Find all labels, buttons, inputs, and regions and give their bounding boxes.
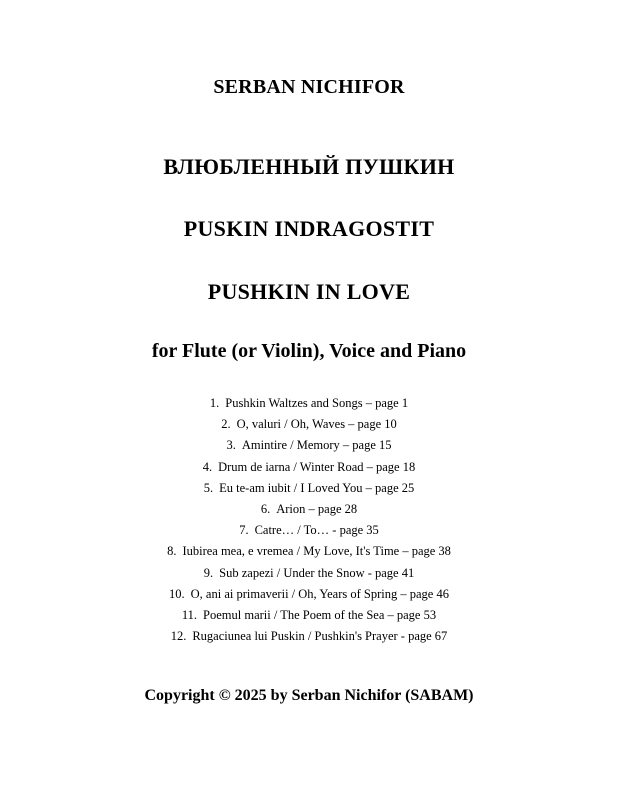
title-romanian: PUSKIN INDRAGOSTIT <box>183 216 435 241</box>
toc-item-text: Drum de iarna / Winter Road – page 18 <box>218 459 416 474</box>
toc-item <box>0 626 618 647</box>
toc-item <box>0 478 618 499</box>
toc-item <box>0 541 618 562</box>
title-english: PUSHKIN IN LOVE <box>207 279 411 304</box>
toc-item-number: 1. <box>209 396 220 410</box>
copyright-notice: Copyright © 2025 by Serban Nichifor (SABAM) <box>144 687 474 704</box>
toc-item-number: 7. <box>239 523 249 538</box>
title-russian: ВЛЮБЛЕННЫЙ ПУШКИН <box>163 154 455 179</box>
toc-item-number: 4. <box>202 459 213 474</box>
toc-item-number: 5. <box>203 480 214 495</box>
toc-item-number: 2. <box>221 417 231 432</box>
toc-item-number: 3. <box>226 438 236 453</box>
toc-item-number: 8. <box>167 544 177 559</box>
toc-item <box>0 414 618 435</box>
toc-item <box>0 393 618 414</box>
instrumentation: for Flute (or Violin), Voice and Piano <box>151 340 467 362</box>
toc-item-number: 6. <box>260 502 271 517</box>
toc-item <box>0 457 618 478</box>
table-of-contents <box>0 393 618 647</box>
toc-item-number: 11. <box>181 608 198 623</box>
toc-item <box>0 520 618 541</box>
composer-name: SERBAN NICHIFOR <box>213 76 405 98</box>
toc-item-text: Iubirea mea, e vremea / My Love, It's Time – page 38 <box>182 544 451 559</box>
toc-item-number: 12. <box>170 629 187 644</box>
toc-item-number: 9. <box>203 565 214 580</box>
toc-item-text: O, valuri / Oh, Waves – page 10 <box>236 417 397 432</box>
toc-item-text: Amintire / Memory – page 15 <box>241 438 392 453</box>
toc-item-text: O, ani ai primaverii / Oh, Years of Spring – page 46 <box>190 586 449 601</box>
toc-item-text: Eu te-am iubit / I Loved You – page 25 <box>219 480 415 495</box>
toc-item-text: Catre… / To… - page 35 <box>254 523 379 538</box>
toc-item <box>0 584 618 605</box>
toc-item-text: Poemul marii / The Poem of the Sea – page 53 <box>203 608 437 623</box>
toc-item <box>0 435 618 456</box>
toc-item <box>0 499 618 520</box>
toc-item <box>0 563 618 584</box>
toc-item-text: Sub zapezi / Under the Snow - page 41 <box>219 565 415 580</box>
toc-item-number: 10. <box>169 586 185 601</box>
toc-item-text: Pushkin Waltzes and Songs – page 1 <box>225 396 409 410</box>
toc-item-text: Rugaciunea lui Puskin / Pushkin's Prayer - page 67 <box>192 629 448 644</box>
toc-item <box>0 605 618 626</box>
toc-item-text: Arion – page 28 <box>276 502 358 517</box>
